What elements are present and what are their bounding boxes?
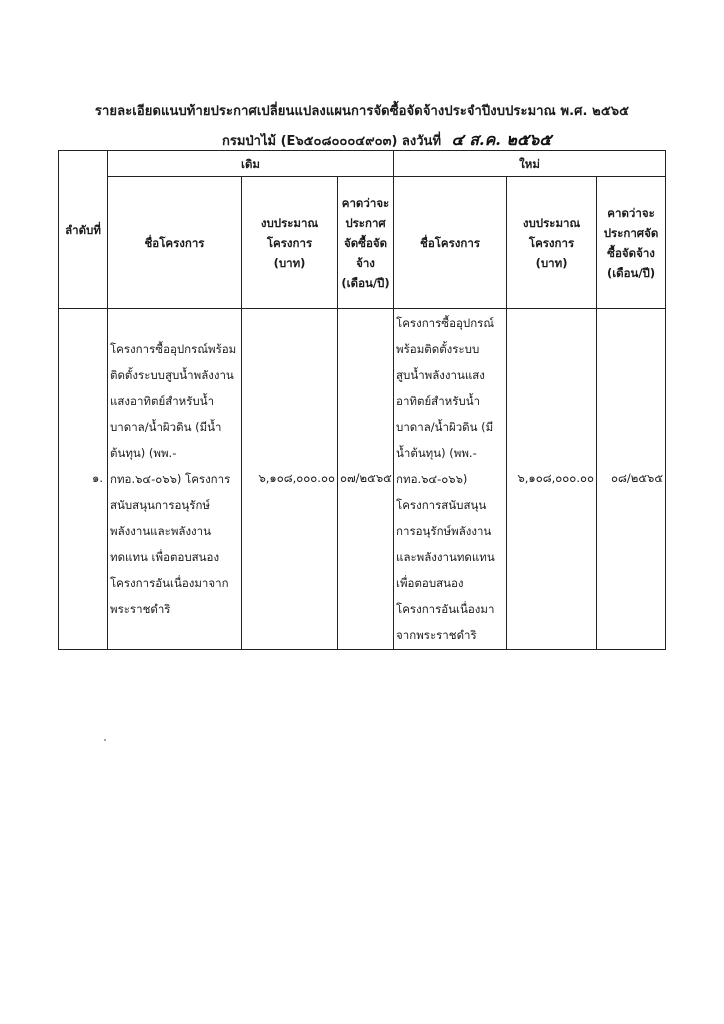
header-line: งบประมาณ <box>260 215 319 230</box>
text-line: สนับสนุนการอนุรักษ์ <box>110 498 211 512</box>
column-header-index: ลำดับที่ <box>59 151 108 309</box>
text-line: การอนุรักษ์พลังงาน <box>396 524 492 538</box>
group-header-old: เดิม <box>108 151 394 177</box>
column-header-old-expected <box>338 177 394 309</box>
header-line: งบประมาณ <box>522 215 581 230</box>
new-budget: ๖,๑๐๘,๐๐๐.๐๐ <box>507 309 597 650</box>
text-line: และพลังงานทดแทน <box>396 550 495 564</box>
text-line: โครงการอันเนื่องมา <box>396 602 495 616</box>
new-project-name <box>394 309 507 650</box>
header-line: โครงการ <box>528 235 575 250</box>
plan-change-table <box>58 150 666 650</box>
old-project-name <box>108 309 242 650</box>
table-row <box>59 309 666 650</box>
text-line: บาดาล/น้ำผิวดิน (มี <box>396 420 494 434</box>
header-line: ซื้อจัดจ้าง <box>607 245 655 260</box>
group-header-new: ใหม่ <box>394 151 666 177</box>
text-line: ต้นทุน) (พพ.- <box>110 446 177 460</box>
text-line: แสงอาทิตย์สำหรับน้ำ <box>110 394 215 408</box>
column-header-old-project-name: ชื่อโครงการ <box>108 177 242 309</box>
header-line: คาดว่าจะ <box>607 205 655 220</box>
column-header-new-project-name: ชื่อโครงการ <box>394 177 507 309</box>
column-header-new-budget <box>507 177 597 309</box>
header-line: จัดซื้อจัด <box>343 235 388 250</box>
header-line: (บาท) <box>535 255 568 270</box>
text-line: น้ำต้นทุน) (พพ.- <box>396 446 477 460</box>
text-line: กทอ.๖๔-๐๖๖) <box>396 472 468 486</box>
header-line: (บาท) <box>273 255 306 270</box>
text-line: โครงการซื้ออุปกรณ์พร้อม <box>110 342 237 356</box>
header-line: ประกาศจัด <box>603 225 659 240</box>
text-line: พลังงานและพลังงาน <box>110 524 211 538</box>
text-line: โครงการซื้ออุปกรณ์ <box>396 316 495 330</box>
text-line: ทดแทน เพื่อตอบสนอง <box>110 550 220 564</box>
document-title: รายละเอียดแนบท้ายประกาศเปลี่ยนแปลงแผนการจัดซื้อจัดจ้างประจำปีงบประมาณ พ.ศ. ๒๕๖๕ <box>94 104 630 119</box>
column-header-new-expected <box>597 177 666 309</box>
text-line: สูบน้ำพลังงานแสง <box>396 368 485 382</box>
column-header-old-budget <box>242 177 338 309</box>
old-expected-date: ๐๗/๒๕๖๕ <box>338 309 394 650</box>
text-line: พร้อมติดตั้งระบบ <box>396 342 480 356</box>
header-line: (เดือน/ปี) <box>606 265 656 280</box>
text-line: โครงการอันเนื่องมาจาก <box>110 576 229 590</box>
text-line: ติดตั้งระบบสูบน้ำพลังงาน <box>110 368 234 382</box>
text-line: พระราชดำริ <box>110 602 171 616</box>
text-line: อาทิตย์สำหรับน้ำ <box>396 394 481 408</box>
text-line: เพื่อตอบสนอง <box>396 576 464 590</box>
text-line: กทอ.๖๔-๐๖๖) โครงการ <box>110 472 231 486</box>
header-line: ประกาศ <box>345 215 386 230</box>
new-expected-date: ๐๘/๒๕๖๕ <box>597 309 666 650</box>
text-line: จากพระราชดำริ <box>396 628 477 642</box>
scan-speck <box>104 739 106 741</box>
handwritten-date: ๔ ส.ค. ๒๕๖๕ <box>451 130 552 149</box>
row-index: ๑. <box>59 309 108 650</box>
old-budget: ๖,๑๐๘,๐๐๐.๐๐ <box>242 309 338 650</box>
text-line: โครงการสนับสนุน <box>396 498 487 512</box>
header-line: โครงการ <box>266 235 313 250</box>
header-line: จ้าง <box>356 255 375 270</box>
text-line: บาดาล/น้ำผิวดิน (มีน้ำ <box>110 420 222 434</box>
header-line: คาดว่าจะ <box>341 195 390 210</box>
department-label: กรมป่าไม้ (E๖๕๐๘๐๐๐๔๙๐๓) ลงวันที่ <box>222 134 442 149</box>
header-line: (เดือน/ปี) <box>341 275 390 290</box>
